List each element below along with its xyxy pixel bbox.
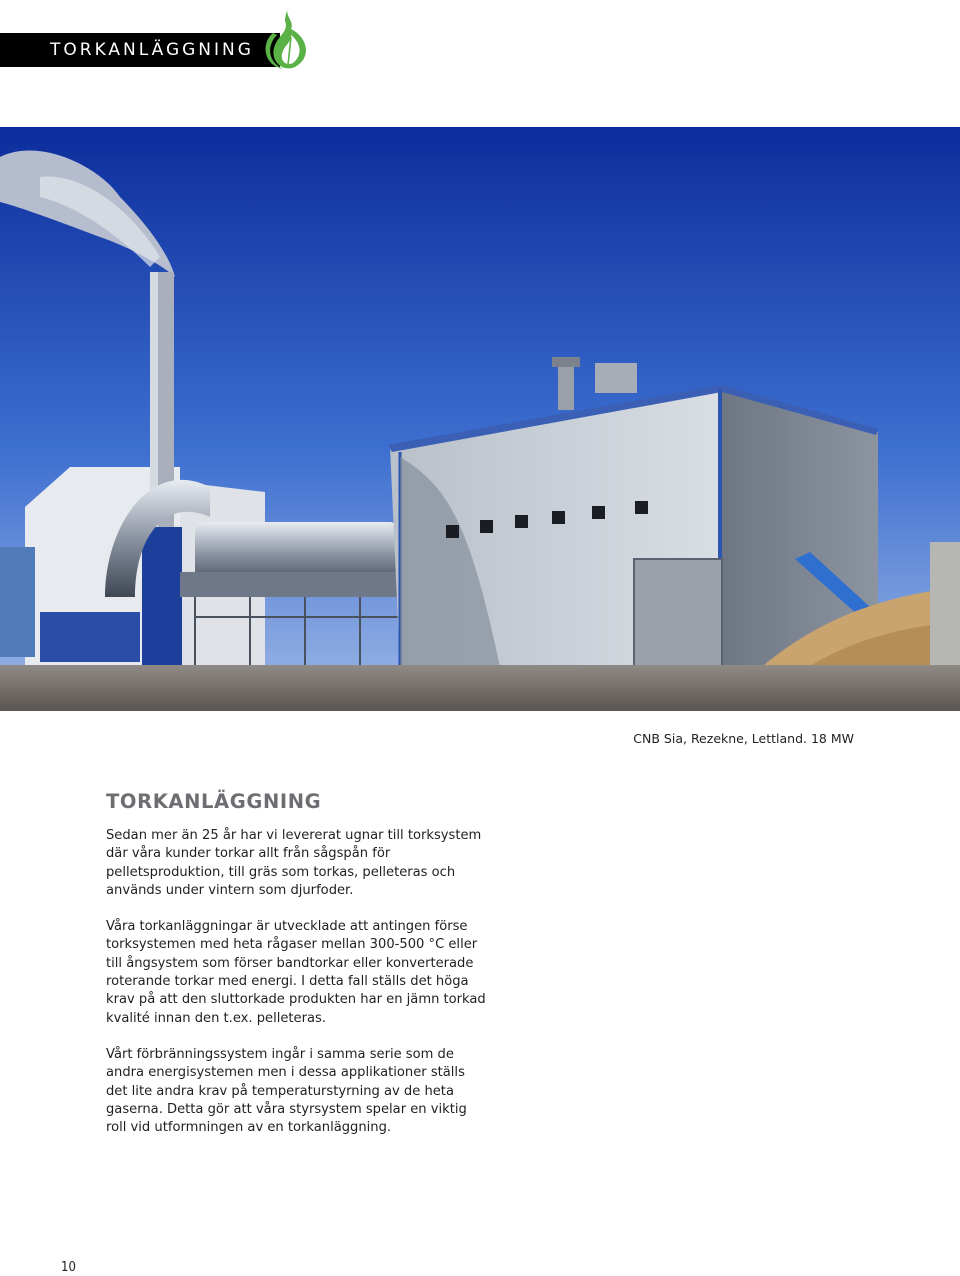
header-title-bar — [0, 33, 280, 67]
leaf-flame-icon — [255, 3, 317, 73]
header-title: TORKANLÄGGNING — [50, 40, 254, 60]
paragraph: Sedan mer än 25 år har vi levererat ugnar till torksystem där våra kunder torkar allt från sågspån för pelletsproduktion, till gräs som torkas, pelleteras och används under vintern som djurfoder. — [106, 828, 482, 898]
page-number: 10 — [61, 1260, 76, 1275]
paragraph: Våra torkanläggningar är utvecklade att antingen förse torksystemen med heta rågaser mellan 300-500 °C eller till ångsystem som förser bandtorkar eller konverterade roterande torkar med energi. I detta fall ställs det höga krav på att den sluttorkade produkten har en jämn torkad kvalité innan den t.ex. pelleteras. — [106, 919, 486, 1026]
industrial-plant-photo — [0, 127, 960, 711]
section-title: TORKANLÄGGNING — [106, 790, 322, 813]
paragraph: Vårt förbränningssystem ingår i samma serie som de andra energisystemen men i dessa applikationer ställs det lite andra krav på temperaturstyrning av de heta gaserna. Detta gör att våra styrsystem spelar en viktig roll vid utformningen av en torkanläggning. — [106, 1046, 467, 1136]
article-body — [106, 827, 486, 1155]
photo-caption: CNB Sia, Rezekne, Lettland. 18 MW — [633, 731, 854, 746]
